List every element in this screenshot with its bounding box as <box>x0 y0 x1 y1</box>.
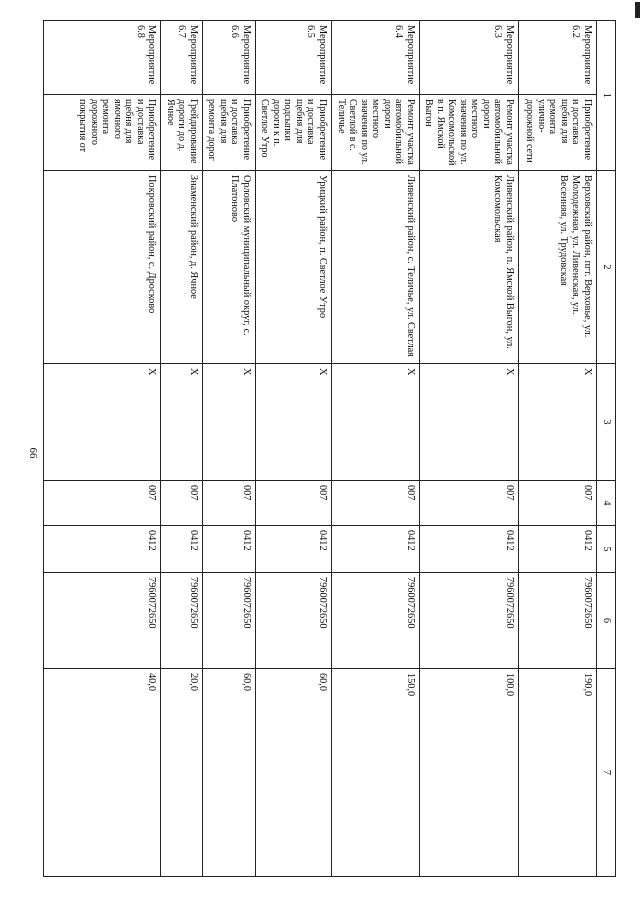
col5-cell: 0412 <box>161 526 203 573</box>
col6-cell: 7960072650 <box>256 573 332 669</box>
col3-cell: X <box>203 364 256 481</box>
description-cell: Приобретение и доставка щебня для ремонта дорог <box>203 95 256 171</box>
header-cell-3: 3 <box>597 364 616 481</box>
col3-cell: X <box>44 364 161 481</box>
event-cell: Мероприятие 6.5 <box>256 21 332 95</box>
event-cell: Мероприятие 6.4 <box>332 21 420 95</box>
scan-corner-mark <box>635 2 640 18</box>
event-cell: Мероприятие 6.2 <box>519 21 597 95</box>
col5-cell: 0412 <box>332 526 420 573</box>
col7-cell: 190,0 <box>519 669 597 877</box>
description-cell: Грейдирование дороги до д. Ячное <box>161 95 203 171</box>
description-cell: Приобретение и доставка щебня для подсыпки дороги к п. Светлое Утро <box>256 95 332 171</box>
col4-cell: 007 <box>44 481 161 526</box>
event-cell: Мероприятие 6.3 <box>420 21 519 95</box>
table-row <box>256 21 332 877</box>
table-row <box>44 21 161 877</box>
table-row <box>203 21 256 877</box>
page-number: 66 <box>27 447 39 459</box>
rotated-table-container <box>77 20 616 876</box>
description-cell: Приобретение и доставка щебня для ямочного ремонта дорожного покрытия от <box>44 95 161 171</box>
col7-cell: 150,0 <box>332 669 420 877</box>
header-cell-5: 5 <box>597 526 616 573</box>
col7-cell: 20,0 <box>161 669 203 877</box>
event-cell: Мероприятие 6.8 <box>44 21 161 95</box>
col5-cell: 0412 <box>203 526 256 573</box>
col7-cell: 40,0 <box>44 669 161 877</box>
header-row <box>597 21 616 877</box>
measures-table <box>44 20 617 877</box>
col7-cell: 60,0 <box>203 669 256 877</box>
description-cell: Приобретение и доставка щебня для ремонта улично-дорожной сети <box>519 95 597 171</box>
col5-cell: 0412 <box>256 526 332 573</box>
table-row <box>519 21 597 877</box>
col7-cell: 60,0 <box>256 669 332 877</box>
col3-cell: X <box>332 364 420 481</box>
col5-cell: 0412 <box>420 526 519 573</box>
col6-cell: 7960072650 <box>161 573 203 669</box>
col3-cell: X <box>161 364 203 481</box>
header-cell-7: 7 <box>597 669 616 877</box>
table-row <box>161 21 203 877</box>
col4-cell: 007 <box>332 481 420 526</box>
description-cell: Ремонт участка автомобильной дороги местного значения по ул. Светлой в с. Теличье <box>332 95 420 171</box>
description-cell: Ремонт участка автомобильной дороги местного значения по ул. Комсомольской в п. Ямской Выгон <box>420 95 519 171</box>
location-cell: Верховский район, пгт. Верховье, ул. Молодежная, ул. Ливенская, ул. Весенняя, ул. Трудовская <box>519 171 597 364</box>
col5-cell: 0412 <box>44 526 161 573</box>
table-row <box>420 21 519 877</box>
col6-cell: 7960072650 <box>420 573 519 669</box>
table-row <box>332 21 420 877</box>
col6-cell: 7960072650 <box>332 573 420 669</box>
col6-cell: 7960072650 <box>203 573 256 669</box>
col4-cell: 007 <box>203 481 256 526</box>
location-cell: Покровский район, с. Дросково <box>44 171 161 364</box>
location-cell: Урицкий район, п. Светлое Утро <box>256 171 332 364</box>
col6-cell: 7960072650 <box>44 573 161 669</box>
header-cell-6: 6 <box>597 573 616 669</box>
event-cell: Мероприятие 6.6 <box>203 21 256 95</box>
col5-cell: 0412 <box>519 526 597 573</box>
col3-cell: X <box>519 364 597 481</box>
col3-cell: X <box>420 364 519 481</box>
header-cell-4: 4 <box>597 481 616 526</box>
header-cell-2: 2 <box>597 171 616 364</box>
header-cell-1: 1 <box>597 21 616 171</box>
col6-cell: 7960072650 <box>519 573 597 669</box>
location-cell: Ливенский район, с. Теличье, ул. Светлая <box>332 171 420 364</box>
event-cell: Мероприятие 6.7 <box>161 21 203 95</box>
location-cell: Знаменский район, д. Ячное <box>161 171 203 364</box>
col3-cell: X <box>256 364 332 481</box>
col4-cell: 007 <box>519 481 597 526</box>
location-cell: Ливенский район, п. Ямской Выгон, ул. Комсомольская <box>420 171 519 364</box>
col4-cell: 007 <box>256 481 332 526</box>
col4-cell: 007 <box>420 481 519 526</box>
col7-cell: 100,0 <box>420 669 519 877</box>
location-cell: Орловский муниципальный округ, с. Платоново <box>203 171 256 364</box>
col4-cell: 007 <box>161 481 203 526</box>
